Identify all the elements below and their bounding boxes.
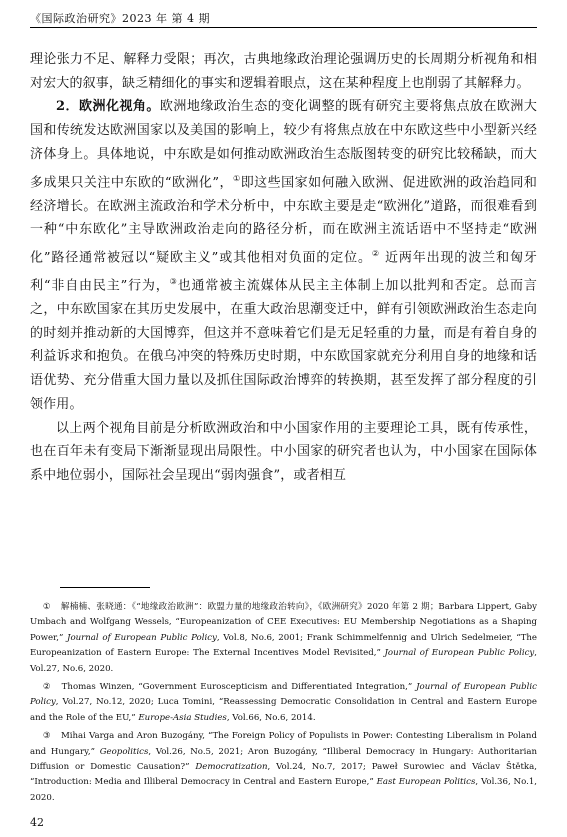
footnotes: [30, 600, 537, 809]
paragraph-3: 以上两个视角目前是分析欧洲政治和中小国家作用的主要理论工具，既有传承性，也在百年未有变局下渐渐显现出局限性。中小国家的研究者也认为，中小国家在国际体系中地位弱小，国际社会呈现出“弱肉强食”，或者相互: [30, 420, 537, 483]
footnote-text: Thomas Winzen, “Government Euroscepticism and Differentiated Integration,”: [61, 682, 417, 693]
footnote-3: [30, 729, 537, 806]
running-header: 《国际政治研究》2023 年 第 4 期: [30, 12, 210, 25]
article-body: [30, 48, 537, 488]
journal-title: Journal of European Public Policy: [67, 632, 217, 643]
footnote-text: , Vol.27, No.12, 2020; Luca Tomini, “Reassessing Democratic Consolidation in Central and Eastern Europe and the Role of the EU,”: [30, 697, 537, 723]
footnote-number: ①: [42, 602, 51, 612]
footnote-number: ③: [42, 731, 51, 742]
journal-title: East European Politics: [376, 777, 476, 788]
paragraph-2-text-d: 也通常被主流媒体从民主主体制上加以批判和否定。总而言之，中东欧国家在其历史发展中，在重大政治思潮变迁中，鲜有引领欧洲政治生态走向的时刻并推动新的大国博弈，但这并不意味着它们是无足轻重的力量，而是有着自身的利益诉求和抱负。在俄乌冲突的特殊历史时期，中东欧国家就充分利用自身的地缘和话语优势、充分借重大国力量以及抓住国际政治博弈的转换期，甚至发挥了部分程度的引领作用。: [30, 278, 537, 412]
footnote-text: , Vol.36, No.1, 2020.: [30, 777, 538, 803]
footnote-ref-1[interactable]: ①: [233, 173, 241, 183]
footnote-text: , Vol.27, No.6, 2020.: [30, 648, 538, 674]
header-rule: [30, 27, 537, 28]
footnote-text: 解楠楠、张晓通：《“地缘政治欧洲”：欧盟力量的地缘政治转向》，《欧洲研究》2020 年第 2 期；Barbara Lippert, Gaby Umbach and Wolfgang Wessels, “Europeanization of CEE Executives: EU Membership Negotiations as a Shaping Power,”: [30, 602, 537, 643]
page-number: 42: [30, 816, 44, 829]
footnote-2: [30, 680, 537, 726]
journal-title: Journal of European Public Policy: [30, 682, 537, 708]
paragraph-2-text-c: 近两年出现的波兰和匈牙利“非自由民主”行为，: [30, 250, 537, 294]
footnote-text: , Vol.24, No.7, 2017; Paweł Surowiec and Václav Štětka, “Introduction: Media and Illiberal Democracy in Central and Eastern Europe,”: [30, 762, 537, 788]
footnote-text: , Vol.26, No.5, 2021; Aron Buzogány, “Illiberal Democracy in Hungary: Authoritarian Diffusion or Domestic Causation?”: [30, 746, 538, 773]
section-heading: 2．欧洲化视角。: [56, 99, 160, 115]
footnote-rule: [60, 587, 150, 588]
journal-title: Geopolitics: [99, 746, 149, 757]
paragraph-1: 理论张力不足、解释力受限；再次，古典地缘政治理论强调历史的长周期分析视角和相对宏大的叙事，缺乏精细化的事实和逻辑着眼点，这在某种程度上也削弱了其解释力。: [30, 52, 537, 91]
paragraph-2-text-b: 即这些国家如何融入欧洲、促进欧洲的政治趋同和经济增长。在欧洲主流政治和学术分析中，中东欧主要是走“欧洲化”道路，而很难看到一种“中东欧化”主导欧洲政治走向的路径分析，而在欧洲主流话语中不坚持走“欧洲化”路径通常被冠以“疑欧主义”或其他相对负面的定位。: [30, 174, 537, 266]
footnote-text: Mihai Varga and Aron Buzogány, “The Foreign Policy of Populists in Power: Contesting Liberalism in Poland and Hungary,”: [30, 731, 537, 757]
paragraph-2-text-a: 欧洲地缘政治生态的变化调整的既有研究主要将焦点放在欧洲大国和传统发达欧洲国家以及美国的影响上，较少有将焦点放在中东欧这些中小型新兴经济体身上。具体地说，中东欧是如何推动欧洲政治生态版图转变的研究比较稀缺，而大多成果只关注中东欧的“欧洲化”，: [30, 99, 537, 190]
footnote-ref-3[interactable]: ③: [169, 276, 178, 286]
journal-title: Europe-Asia Studies: [138, 712, 227, 723]
footnote-number: ②: [42, 682, 52, 693]
footnote-text: , Vol.66, No.6, 2014.: [226, 712, 316, 723]
paragraph-2: [30, 95, 537, 416]
footnote-ref-2[interactable]: ②: [371, 248, 380, 258]
journal-title: Journal of European Public Policy: [384, 648, 535, 659]
footnote-text: , Vol.8, No.6, 2001; Frank Schimmelfennig and Ulrich Sedelmeier, “The Europeanization of Eastern Europe: The External Incentives Model Revisited,”: [30, 632, 537, 659]
journal-title: Democratization: [195, 762, 268, 773]
footnote-1: [30, 600, 537, 677]
